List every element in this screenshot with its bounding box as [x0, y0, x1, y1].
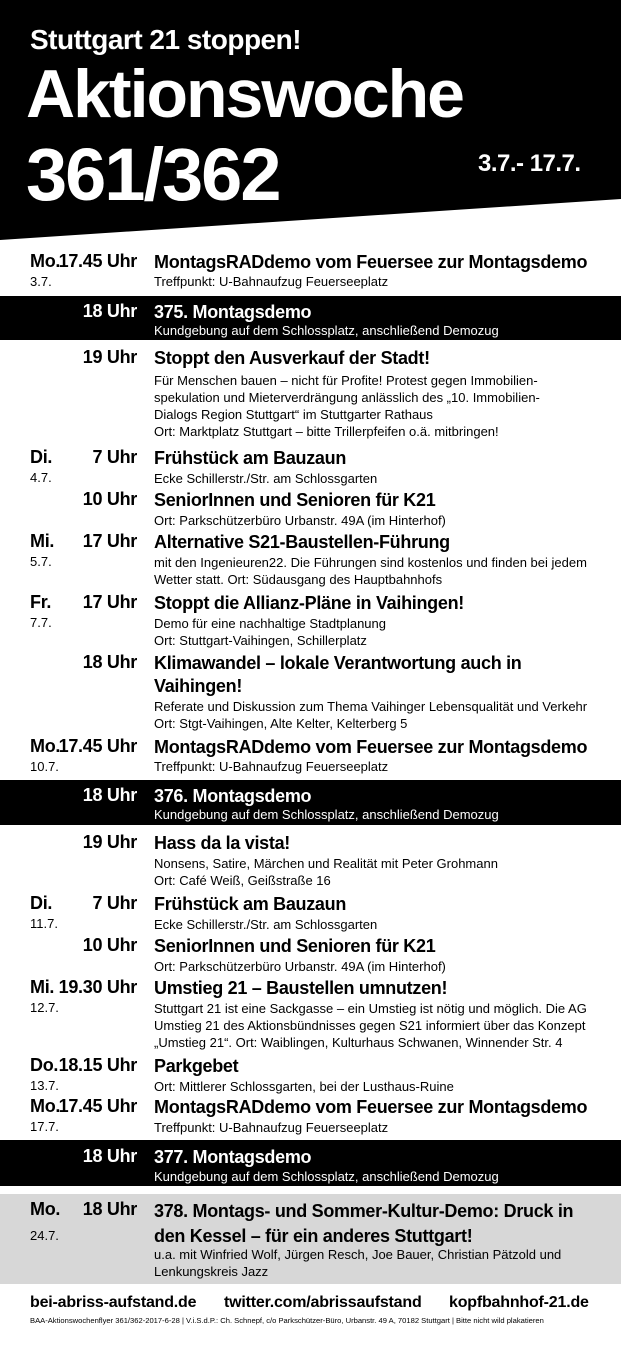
event-title: 377. Montagsdemo	[154, 1147, 312, 1167]
event-date: 3.7.	[30, 274, 52, 289]
event-time: 10 Uhr	[82, 489, 137, 509]
event-7	[0, 649, 621, 733]
event-day: Mo.	[30, 736, 61, 756]
event-desc-line: Kundgebung auf dem Schlossplatz, anschließend Demozug	[154, 323, 499, 338]
event-3	[0, 444, 621, 488]
event-time: 18 Uhr	[82, 652, 137, 672]
event-desc-line: Treffpunkt: U-Bahnaufzug Feuerseeplatz	[154, 1120, 389, 1135]
event-time: 19 Uhr	[82, 832, 137, 852]
event-desc-line: spekulation und Mieterverdrängung anlässlich des „10. Immobilien-	[154, 390, 540, 405]
event-time: 17.45 Uhr	[58, 736, 137, 756]
event-desc-line: Ort: Café Weiß, Geißstraße 16	[154, 873, 331, 888]
event-5	[0, 528, 621, 590]
event-desc-line: Kundgebung auf dem Schlossplatz, anschließend Demozug	[154, 1169, 499, 1184]
event-time: 19.30 Uhr	[58, 977, 137, 997]
event-title: Hass da la vista!	[154, 833, 290, 853]
header-banner	[0, 0, 621, 245]
event-desc-line: Dialogs Region Stuttgart“ im Stuttgarter Rathaus	[154, 407, 433, 422]
footer-link-twitter[interactable]: twitter.com/abrissaufstand	[224, 1294, 422, 1311]
event-title: Parkgebet	[154, 1056, 239, 1076]
event-desc-line: „Umstieg 21“. Ort: Waiblingen, Kulturhaus Schwanen, Winnender Str. 4	[154, 1035, 563, 1050]
event-desc-line: Umstieg 21 des Aktionsbündnisses gegen S21 informiert über das Konzept	[154, 1018, 586, 1033]
event-time: 19 Uhr	[82, 347, 137, 367]
event-date: 11.7.	[30, 916, 58, 931]
event-title: MontagsRADdemo vom Feuersee zur Montagsdemo	[154, 1097, 588, 1117]
event-time: 17 Uhr	[82, 592, 137, 612]
event-date: 13.7.	[30, 1078, 59, 1093]
header-number: 361/362	[26, 133, 280, 216]
event-desc-line: Demo für eine nachhaltige Stadtplanung	[154, 616, 386, 631]
event-2	[0, 344, 621, 444]
event-desc-line: Für Menschen bauen – nicht für Profite! Protest gegen Immobilien-	[154, 373, 538, 388]
event-desc-line: Treffpunkt: U-Bahnaufzug Feuerseeplatz	[154, 759, 389, 774]
event-title: Alternative S21-Baustellen-Führung	[154, 532, 450, 552]
event-desc-line: Lenkungskreis Jazz	[154, 1264, 269, 1279]
footer-link-website[interactable]: bei-abriss-aufstand.de	[30, 1294, 197, 1311]
event-desc-line: Nonsens, Satire, Märchen und Realität mit Peter Grohmann	[154, 856, 498, 871]
event-17	[0, 1194, 621, 1284]
event-day: Mi.	[30, 977, 55, 997]
event-time: 18.15 Uhr	[58, 1055, 137, 1075]
event-title: MontagsRADdemo vom Feuersee zur Montagsdemo	[154, 252, 588, 272]
event-day: Mo.	[30, 251, 61, 271]
event-title: SeniorInnen und Senioren für K21	[154, 936, 436, 956]
event-desc-line: Ort: Mittlerer Schlossgarten, bei der Lusthaus-Ruine	[154, 1079, 454, 1094]
event-date: 12.7.	[30, 1000, 59, 1015]
event-desc-line: Stuttgart 21 ist eine Sackgasse – ein Umstieg ist nötig und möglich. Die AG	[154, 1001, 587, 1016]
header-title: Aktionswoche	[26, 56, 463, 132]
event-time: 18 Uhr	[82, 785, 137, 805]
event-day: Di.	[30, 893, 53, 913]
event-title: SeniorInnen und Senioren für K21	[154, 490, 436, 510]
event-title: Umstieg 21 – Baustellen umnutzen!	[154, 978, 448, 998]
event-16	[0, 1140, 621, 1186]
event-day: Fr.	[30, 592, 52, 612]
event-8	[0, 733, 621, 777]
event-time: 10 Uhr	[82, 935, 137, 955]
event-desc-line: Ort: Stuttgart-Vaihingen, Schillerplatz	[154, 633, 367, 648]
event-time: 17.45 Uhr	[58, 1096, 137, 1116]
event-12	[0, 932, 621, 976]
event-desc-line: Ecke Schillerstr./Str. am Schlossgarten	[154, 917, 378, 932]
event-day: Mo.	[30, 1199, 61, 1219]
event-title: Stoppt den Ausverkauf der Stadt!	[154, 348, 430, 368]
event-date: 5.7.	[30, 554, 52, 569]
event-date: 10.7.	[30, 759, 59, 774]
event-time: 17.45 Uhr	[58, 251, 137, 271]
event-desc-line: mit den Ingenieuren22. Die Führungen sind kostenlos und finden bei jedem	[154, 555, 587, 570]
footer-fineprint: BAA-Aktionswochenflyer 361/362-2017-6-28 | V.i.S.d.P.: Ch. Schnepf, c/o Parkschützer-Büro, Urbanstr. 49 A, 70182 Stuttgart | Bitte nicht wild plakatieren	[30, 1316, 544, 1325]
event-desc-line: Treffpunkt: U-Bahnaufzug Feuerseeplatz	[154, 274, 389, 289]
event-desc-line: Ort: Parkschützerbüro Urbanstr. 49A (im Hinterhof)	[154, 959, 446, 974]
event-title: MontagsRADdemo vom Feuersee zur Montagsdemo	[154, 737, 588, 757]
event-date: 17.7.	[30, 1119, 59, 1134]
event-10	[0, 829, 621, 891]
event-time: 7 Uhr	[92, 447, 137, 467]
event-title: Stoppt die Allianz-Pläne in Vaihingen!	[154, 593, 464, 613]
header-dates: 3.7.- 17.7.	[478, 150, 581, 177]
event-14	[0, 1052, 621, 1096]
event-13	[0, 974, 621, 1054]
event-desc-line: Kundgebung auf dem Schlossplatz, anschließend Demozug	[154, 807, 499, 822]
event-desc-line: Wetter statt. Ort: Südausgang des Hauptbahnhofs	[154, 572, 443, 587]
event-desc-line: u.a. mit Winfried Wolf, Jürgen Resch, Joe Bauer, Christian Pätzold und	[154, 1247, 562, 1262]
event-0	[0, 248, 621, 292]
event-date: 7.7.	[30, 615, 52, 630]
event-desc-line: Referate und Diskussion zum Thema Vaihinger Lebensqualität und Verkehr	[154, 699, 588, 714]
event-title: Frühstück am Bauzaun	[154, 448, 347, 468]
event-day: Mi.	[30, 531, 55, 551]
event-day: Do.	[30, 1055, 59, 1075]
event-9	[0, 780, 621, 825]
footer-link-kopfbahnhof[interactable]: kopfbahnhof-21.de	[449, 1294, 589, 1311]
event-title: 375. Montagsdemo	[154, 302, 312, 322]
event-15	[0, 1093, 621, 1137]
header-subtitle: Stuttgart 21 stoppen!	[30, 24, 302, 55]
event-time: 18 Uhr	[82, 301, 137, 321]
event-desc-line: Ort: Marktplatz Stuttgart – bitte Trillerpfeifen o.ä. mitbringen!	[154, 424, 499, 439]
event-time: 18 Uhr	[82, 1146, 137, 1166]
event-desc-line: Ort: Stgt-Vaihingen, Alte Kelter, Kelterberg 5	[154, 716, 408, 731]
event-time: 17 Uhr	[82, 531, 137, 551]
event-date: 24.7.	[30, 1228, 59, 1243]
event-day: Mo.	[30, 1096, 61, 1116]
event-title: Klimawandel – lokale Verantwortung auch in Vaihingen!	[154, 653, 522, 696]
event-day: Di.	[30, 447, 53, 467]
event-4	[0, 486, 621, 530]
event-11	[0, 890, 621, 934]
event-time: 7 Uhr	[92, 893, 137, 913]
event-6	[0, 589, 621, 651]
event-title: 378. Montags- und Sommer-Kultur-Demo: Druck in den Kessel – für ein anderes Stuttgart!	[154, 1201, 574, 1246]
event-time: 18 Uhr	[82, 1199, 137, 1219]
event-1	[0, 296, 621, 340]
event-title: 376. Montagsdemo	[154, 786, 312, 806]
event-date: 4.7.	[30, 470, 52, 485]
event-desc-line: Ort: Parkschützerbüro Urbanstr. 49A (im Hinterhof)	[154, 513, 446, 528]
event-desc-line: Ecke Schillerstr./Str. am Schlossgarten	[154, 471, 378, 486]
event-title: Frühstück am Bauzaun	[154, 894, 347, 914]
